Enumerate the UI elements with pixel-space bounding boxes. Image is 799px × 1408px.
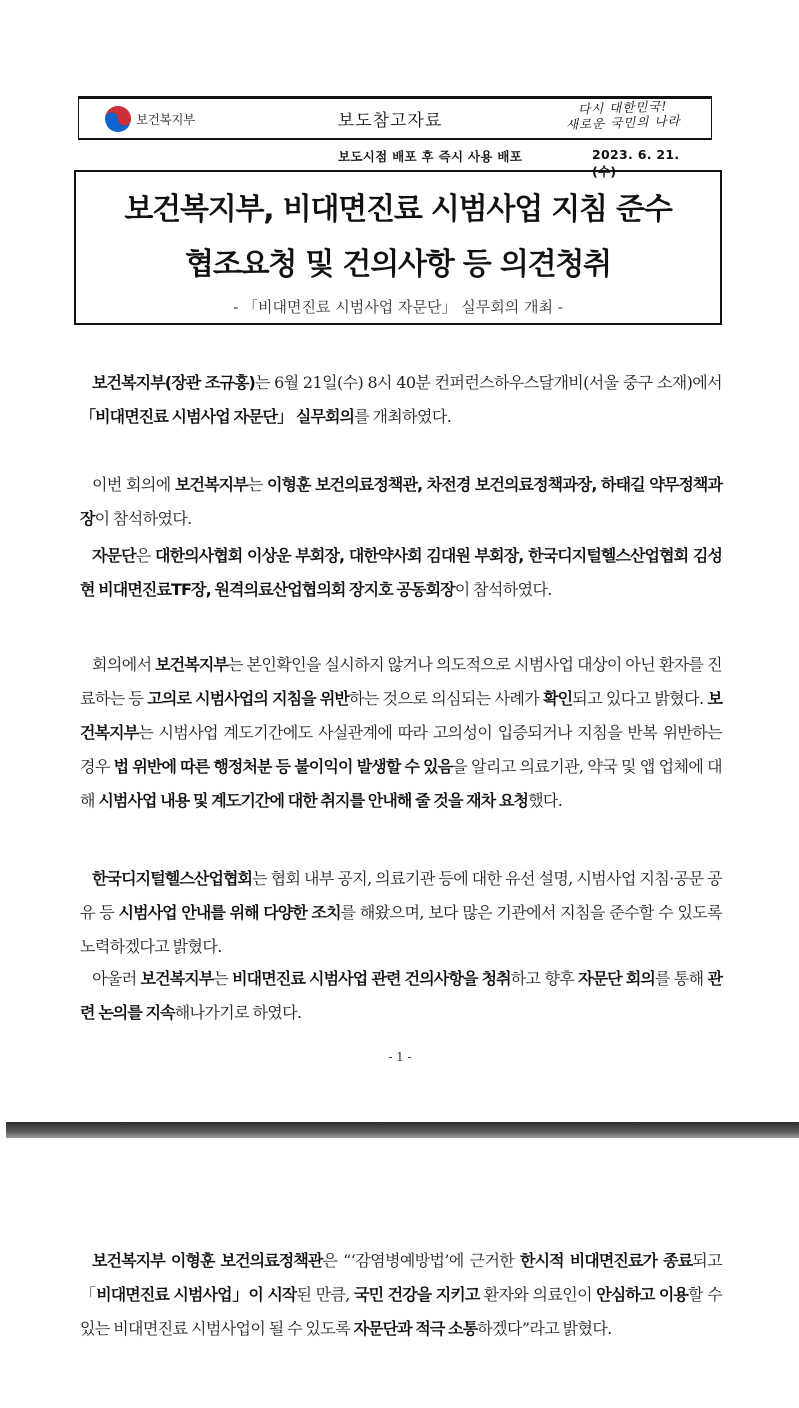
paragraph-future-discussion: [80, 962, 722, 1030]
body-text: 하는 것으로 의심되는 사례가: [349, 689, 544, 708]
slogan: [538, 97, 709, 133]
body-text: 환자와 의료인이: [479, 1285, 597, 1304]
paragraph-advisory-attendees: [80, 539, 722, 607]
body-text: 이 참석하였다.: [454, 580, 552, 599]
emphasized-text: 고의로 시범사업의 지침을 위반: [147, 689, 349, 708]
body-text: 은: [135, 546, 156, 565]
headline-line-2: 협조요청 및 건의사항 등 의견청취: [185, 247, 611, 282]
emphasized-text: 자문단 회의: [578, 969, 655, 988]
release-date: 2023. 6. 21.(수): [592, 147, 680, 179]
emphasized-text: 비대면진료 시범사업」이 시작: [96, 1285, 297, 1304]
taegeuk-logo-icon: [104, 105, 132, 133]
slogan-line-2: 새로운 국민의 나라: [565, 113, 681, 132]
emphasized-text: 시범사업 내용 및 계도기간에 대한 취지를 안내해 줄 것을 재차 요청: [98, 791, 529, 810]
body-text: 되고 「: [80, 1251, 722, 1304]
release-timing: 보도시점 배포 후 즉시 사용 배포: [338, 149, 523, 164]
emphasized-text: 한국디지털헬스산업협회: [92, 869, 253, 888]
emphasized-text: 보건복지부: [174, 475, 248, 494]
emphasized-text: 자문단과 적극 소통: [353, 1319, 478, 1338]
body-text: 을 알리고 의료기관, 약국 및 앱 업체에 대해: [80, 757, 722, 810]
body-text: 를 개최하였다.: [354, 407, 452, 426]
emphasized-text: 확인: [543, 689, 573, 708]
body-text: 는 협회 내부 공지, 의료기관 등에 대한 유선 설명, 시범사업 지침·공문 공유 등: [80, 869, 722, 922]
title-box: [74, 170, 722, 325]
body-text: 할 수 있는 비대면진료 시범사업이 될 수 있도록: [80, 1285, 722, 1338]
document-type-label: 보도참고자료: [337, 111, 443, 131]
emphasized-text: 법 위반에 따른 행정처분 등 불이익이 발생할 수 있음: [113, 757, 453, 776]
body-text: 했다.: [528, 791, 563, 810]
body-text: 아울러: [92, 969, 141, 988]
paragraph-official-quote: [80, 1244, 722, 1346]
emphasized-text: 비대면진료 시범사업 관련 건의사항을 청취: [232, 969, 511, 988]
emphasized-text: 자문단: [92, 546, 136, 565]
body-text: 하고 향후: [510, 969, 579, 988]
body-text: 는: [213, 969, 233, 988]
emphasized-text: 보건복지부 이형훈 보건의료정책관: [92, 1251, 323, 1270]
slogan-line-1: 다시 대한민국!: [577, 98, 668, 117]
emphasized-text: 보건복지부: [80, 689, 722, 742]
emphasized-text: 보건복지부: [155, 655, 228, 674]
body-text: 는 시범사업 계도기간에도 사실관계에 따라 고의성이 입증되거나 지침을 반복 위반하는 경우: [80, 723, 722, 776]
body-text: 를 통해: [654, 969, 708, 988]
body-text: 회의에서: [92, 655, 156, 674]
body-text: 이 참석하였다.: [94, 509, 192, 528]
body-text: 를 해왔으며, 보다 많은 기관에서 지침을 준수할 수 있도록 노력하겠다고 밝혔다.: [80, 903, 723, 956]
ministry-name: 보건복지부: [136, 112, 195, 127]
emphasized-text: 보건복지부: [140, 969, 214, 988]
paragraph-violation-warning: [80, 648, 722, 818]
body-text: 이번 회의에: [92, 475, 175, 494]
emphasized-text: 「비대면진료 시범사업 자문단」 실무회의: [80, 407, 355, 426]
paragraph-ministry-attendees: [80, 468, 722, 536]
emphasized-text: 한시적 비대면진료가 종료: [520, 1251, 693, 1270]
body-text: 는: [247, 475, 267, 494]
emphasized-text: 대한의사협회 이상운 부회장, 대한약사회 김대원 부회장, 한국디지털헬스산업협회 김성현 비대면진료TF장, 원격의료산업협의회 장지호 공동회장: [80, 546, 722, 599]
body-text: 되고 있다고 밝혔다.: [572, 689, 708, 708]
page-divider: [6, 1122, 799, 1138]
body-text: 는 본인확인을 실시하지 않거나 의도적으로 시범사업 대상이 아닌 환자를 진료하는 등: [80, 655, 722, 708]
ministry-logo: [104, 104, 195, 134]
page-number: - 1 -: [388, 1050, 412, 1064]
emphasized-text: 안심하고 이용: [596, 1285, 688, 1304]
emphasized-text: 보건복지부(장관 조규홍): [92, 373, 255, 392]
emphasized-text: 이형훈 보건의료정책관, 차전경 보건의료정책과장, 하태길 약무정책과장: [80, 475, 722, 528]
paragraph-meeting-held: [80, 366, 722, 434]
body-text: 은 “‘감염병예방법’에 근거한: [322, 1251, 521, 1270]
body-text: 해나가기로 하였다.: [174, 1003, 302, 1022]
body-text: 하겠다”라고 밝혔다.: [477, 1319, 612, 1338]
emphasized-text: 관련 논의를 지속: [80, 969, 722, 1022]
paragraph-association-measures: [80, 862, 722, 964]
body-text: 된 만큼,: [296, 1285, 355, 1304]
emphasized-text: 시범사업 안내를 위해 다양한 조치: [118, 903, 341, 922]
emphasized-text: 국민 건강을 지키고: [354, 1285, 480, 1304]
subheadline: - 「비대면진료 시범사업 자문단」 실무회의 개최 -: [233, 298, 563, 316]
body-text: 는 6월 21일(수) 8시 40분 컨퍼런스하우스달개비(서울 중구 소재)에서: [254, 373, 723, 392]
headline-line-1: 보건복지부, 비대면진료 시범사업 지침 준수: [124, 192, 672, 227]
